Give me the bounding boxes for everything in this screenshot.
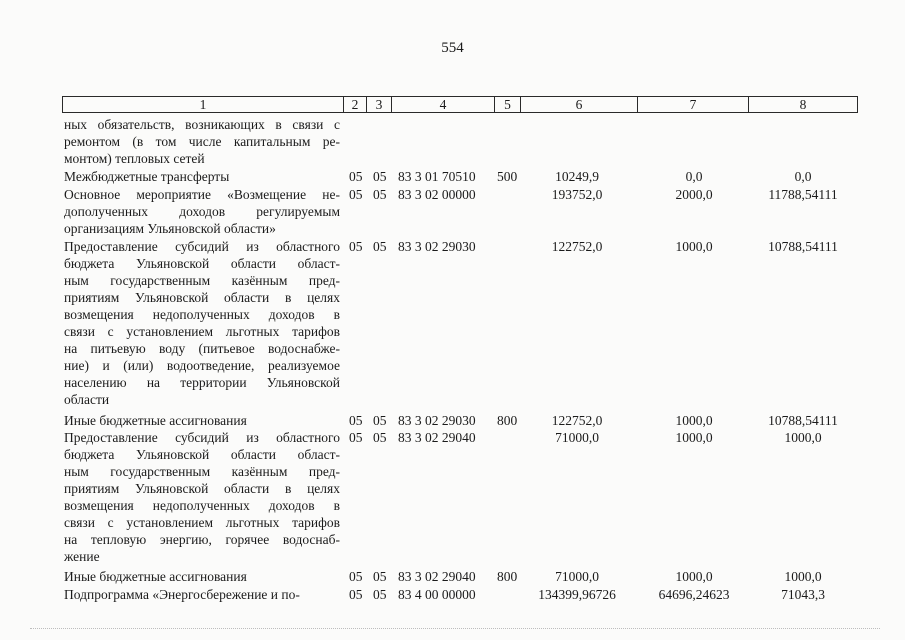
description-line: возмещения недополученных доходов в <box>64 306 340 322</box>
description-line: Предоставление субсидий из областного <box>64 238 340 254</box>
row-description <box>64 568 340 585</box>
cell-c4: 83 3 02 29030 <box>398 238 476 254</box>
header-col-3: 3 <box>366 96 392 113</box>
cell-c2: 05 <box>349 169 363 185</box>
description-line: связи с установлением льготных тарифов <box>64 323 340 339</box>
cell-c8: 1000,0 <box>784 430 822 446</box>
cell-c4: 83 3 01 70510 <box>398 169 476 185</box>
description-line: на тепловую энергию, горячее водоснаб- <box>64 532 340 548</box>
row-description <box>64 168 340 185</box>
cell-c4: 83 3 02 00000 <box>398 186 476 202</box>
cell-c8: 10788,54111 <box>768 238 838 254</box>
cell-c3: 05 <box>373 569 387 585</box>
cell-c7: 0,0 <box>685 169 703 185</box>
cell-c7: 1000,0 <box>675 238 713 254</box>
cell-c7: 1000,0 <box>675 412 713 428</box>
cell-c5: 500 <box>497 169 518 185</box>
header-col-2: 2 <box>343 96 367 113</box>
row-description <box>64 412 340 429</box>
header-col-7: 7 <box>637 96 749 113</box>
cell-c8: 10788,54111 <box>768 412 838 428</box>
page-number: 554 <box>441 40 464 56</box>
description-line: населению на территории Ульяновской <box>64 374 340 390</box>
description-line: монтом) тепловых сетей <box>64 151 205 166</box>
description-line: ние) и (или) водоотведение, реализуемое <box>64 357 340 373</box>
description-line: области <box>64 391 110 407</box>
row-description <box>64 429 340 565</box>
description-line: ных обязательств, возникающих в связи с <box>64 117 340 132</box>
description-line: Иные бюджетные ассигнования <box>64 569 247 585</box>
cell-c8: 1000,0 <box>784 569 822 585</box>
cell-c7: 1000,0 <box>675 430 713 446</box>
cell-c6: 10249,9 <box>555 169 599 185</box>
description-line: организациям Ульяновской области» <box>64 220 276 236</box>
cell-c2: 05 <box>349 569 363 585</box>
description-line: Подпрограмма «Энергосбережение и по- <box>64 586 300 602</box>
description-line: бюджета Ульяновской области област- <box>64 447 340 463</box>
header-col-8: 8 <box>748 96 858 113</box>
header-col-1: 1 <box>62 96 344 113</box>
cell-c6: 134399,96726 <box>538 586 616 602</box>
row-description <box>64 586 340 603</box>
row-description <box>64 116 340 167</box>
description-line: ным государственным казённым пред- <box>64 272 340 288</box>
description-line: Основное мероприятие «Возмещение не- <box>64 186 340 202</box>
cell-c8: 71043,3 <box>781 586 825 602</box>
cell-c7: 2000,0 <box>675 186 713 202</box>
cell-c8: 11788,54111 <box>768 186 838 202</box>
cell-c5: 800 <box>497 569 518 585</box>
cell-c2: 05 <box>349 412 363 428</box>
cell-c6: 71000,0 <box>555 569 599 585</box>
header-col-6: 6 <box>520 96 638 113</box>
description-line: дополученных доходов регулируемым <box>64 203 340 219</box>
cell-c6: 71000,0 <box>555 430 599 446</box>
description-line: приятиям Ульяновской области в целях <box>64 289 340 305</box>
cell-c6: 193752,0 <box>551 186 603 202</box>
description-line: связи с установлением льготных тарифов <box>64 515 340 531</box>
cell-c3: 05 <box>373 412 387 428</box>
header-col-4: 4 <box>391 96 495 113</box>
cell-c3: 05 <box>373 586 387 602</box>
description-line: на питьевую воду (питьевое водоснабже- <box>64 340 340 356</box>
description-line: приятиям Ульяновской области в целях <box>64 481 340 497</box>
cell-c8: 0,0 <box>794 169 812 185</box>
cell-c7: 1000,0 <box>675 569 713 585</box>
header-col-5: 5 <box>494 96 521 113</box>
cell-c6: 122752,0 <box>551 412 603 428</box>
scan-artifact-line <box>30 628 880 631</box>
cell-c6: 122752,0 <box>551 238 603 254</box>
description-line: бюджета Ульяновской области област- <box>64 255 340 271</box>
cell-c3: 05 <box>373 186 387 202</box>
cell-c2: 05 <box>349 186 363 202</box>
cell-c2: 05 <box>349 430 363 446</box>
cell-c4: 83 3 02 29040 <box>398 430 476 446</box>
cell-c4: 83 3 02 29040 <box>398 569 476 585</box>
row-description <box>64 186 340 237</box>
description-line: Межбюджетные трансферты <box>64 169 230 185</box>
cell-c5: 800 <box>497 412 518 428</box>
cell-c3: 05 <box>373 169 387 185</box>
cell-c3: 05 <box>373 430 387 446</box>
cell-c4: 83 3 02 29030 <box>398 412 476 428</box>
cell-c7: 64696,24623 <box>658 586 730 602</box>
description-line: ремонтом (в том числе капитальным ре- <box>64 134 340 149</box>
description-line: жение <box>64 549 100 565</box>
description-line: Предоставление субсидий из областного <box>64 430 340 446</box>
description-line: возмещения недополученных доходов в <box>64 498 340 514</box>
description-line: ным государственным казённым пред- <box>64 464 340 480</box>
cell-c2: 05 <box>349 586 363 602</box>
row-description <box>64 238 340 408</box>
description-line: Иные бюджетные ассигнования <box>64 412 247 428</box>
cell-c3: 05 <box>373 238 387 254</box>
cell-c4: 83 4 00 00000 <box>398 586 476 602</box>
cell-c2: 05 <box>349 238 363 254</box>
